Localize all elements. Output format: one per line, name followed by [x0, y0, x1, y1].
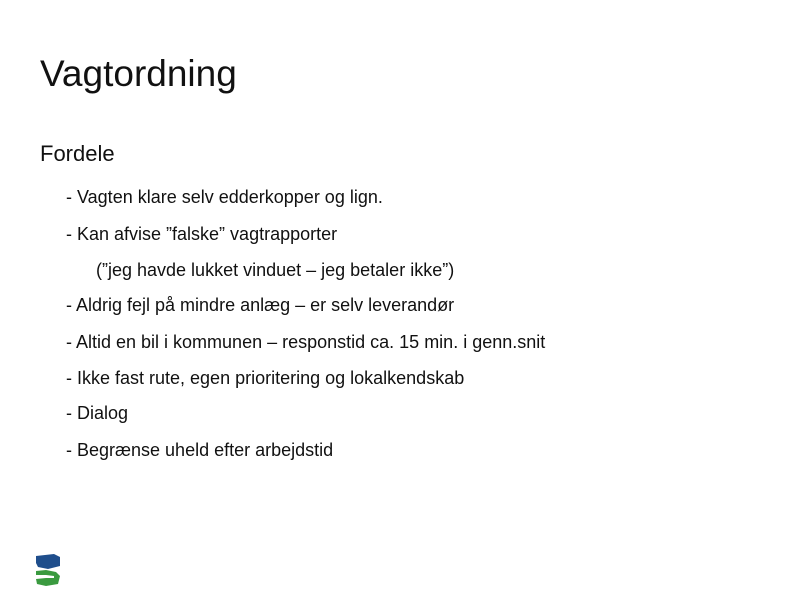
slide-title: Vagtordning — [40, 53, 237, 94]
list-item: - Altid en bil i kommunen – responstid ca. 15 min. i genn.snit — [66, 332, 546, 352]
list-item: - Dialog — [66, 403, 129, 423]
list-item: - Aldrig fejl på mindre anlæg – er selv leverandør — [66, 295, 455, 315]
list-item: - Begrænse uheld efter arbejdstid — [66, 440, 334, 460]
section-heading: Fordele — [40, 141, 115, 166]
list-item: (”jeg havde lukket vinduet – jeg betaler ikke”) — [96, 260, 455, 280]
list-item: - Kan afvise ”falske” vagtrapporter — [66, 224, 338, 244]
list-item: - Ikke fast rute, egen prioritering og lokalkendskab — [66, 368, 465, 388]
municipality-logo-icon — [34, 553, 62, 587]
list-item: - Vagten klare selv edderkopper og lign. — [66, 187, 383, 207]
